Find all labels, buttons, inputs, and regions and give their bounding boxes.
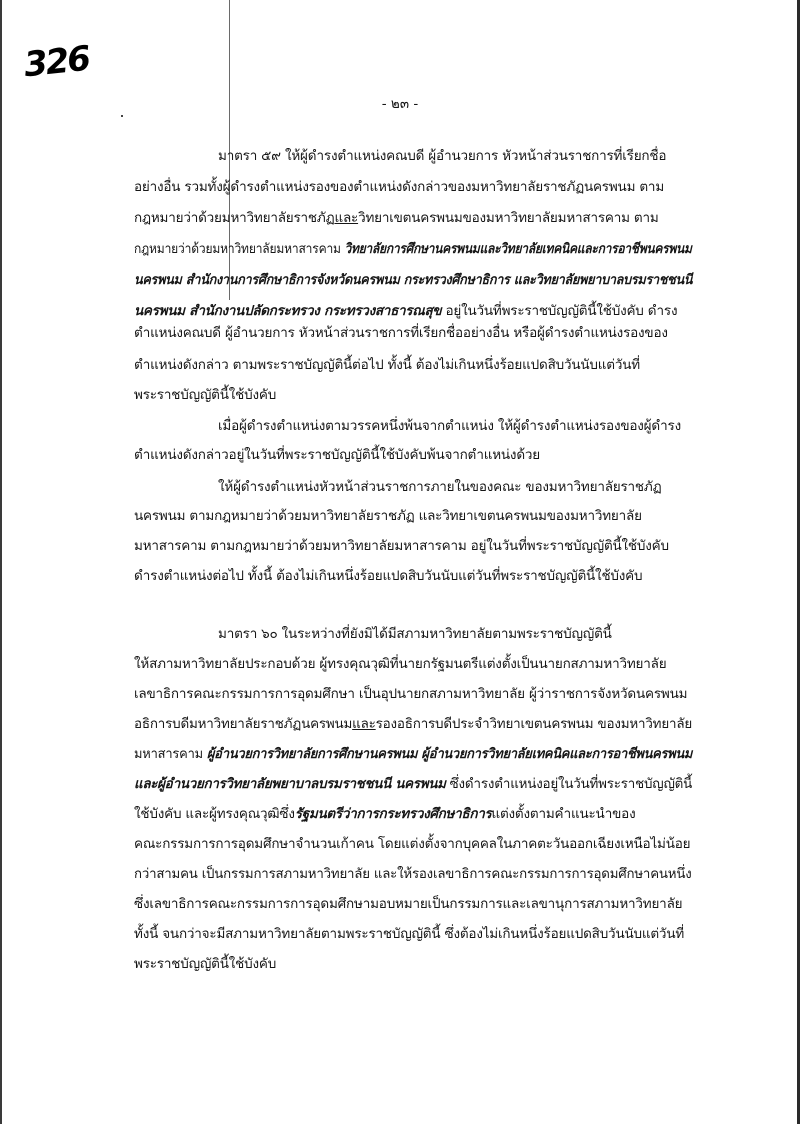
text-line: ทั้งนี้ จนกว่าจะมีสภามหาวิทยาลัยตามพระราชบัญญัตินี้ ซึ่งต้องไม่เกินหนึ่งร้อยแปดสิบวันนับแต่วันที่ [134,926,685,942]
amended-text: วิทยาลัยการศึกษานครพนมและวิทยาลัยเทคนิคและการอาชีพนครพนม [344,241,692,257]
text-line: ใช้บังคับ และผู้ทรงคุณวุฒิซึ่งรัฐมนตรีว่าการกระทรวงศึกษาธิการแต่งตั้งตามคำแนะนำของ [134,806,636,822]
text-line: ดำรงตำแหน่งต่อไป ทั้งนี้ ต้องไม่เกินหนึ่งร้อยแปดสิบวันนับแต่วันที่พระราชบัญญัตินี้ใช้บังคับ [134,568,643,584]
text-line: คณะกรรมการการอุดมศึกษาจำนวนเก้าคน โดยแต่งตั้งจากบุคคลในภาคตะวันออกเฉียงเหนือไม่น้อย [134,836,691,852]
text-line: ตำแหน่งดังกล่าว ตามพระราชบัญญัตินี้ต่อไป ทั้งนี้ ต้องไม่เกินหนึ่งร้อยแปดสิบวันนับแต่วันที่ [134,357,640,373]
amended-text: และผู้อำนวยการวิทยาลัยพยาบาลบรมราชชนนี นครพนม [134,776,446,792]
scan-left-edge [0,0,2,1124]
amended-text: นครพนม สำนักงานปลัดกระทรวง กระทรวงสาธารณสุข [134,303,442,319]
text-line: พระราชบัญญัตินี้ใช้บังคับ [134,956,277,972]
scan-speck [121,115,123,117]
text-line: มหาสารคาม ผู้อำนวยการวิทยาลัยการศึกษานครพนม ผู้อำนวยการวิทยาลัยเทคนิคและการอาชีพนครพนม [134,746,693,762]
amended-text: ผู้อำนวยการวิทยาลัยการศึกษานครพนม ผู้อำนวยการวิทยาลัยเทคนิคและการอาชีพนครพนม [206,746,693,762]
text-line: ให้ผู้ดำรงตำแหน่งหัวหน้าส่วนราชการภายในของคณะ ของมหาวิทยาลัยราชภัฏ [218,479,662,495]
text-line: อย่างอื่น รวมทั้งผู้ดำรงตำแหน่งรองของตำแหน่งดังกล่าวของมหาวิทยาลัยราชภัฏนครพนม ตาม [134,179,665,195]
amended-text-line: นครพนม สำนักงานการศึกษาธิการจังหวัดนครพนม กระทรวงศึกษาธิการ และวิทยาลัยพยาบาลบรมราชชนนี [134,272,693,288]
text-line: เลขาธิการคณะกรรมการการอุดมศึกษา เป็นอุปนายกสภามหาวิทยาลัย ผู้ว่าราชการจังหวัดนครพนม [134,686,688,702]
text-line: กฎหมายว่าด้วยมหาวิทยาลัยมหาสารคาม วิทยาลัยการศึกษานครพนมและวิทยาลัยเทคนิคและการอาชีพนครพนม [134,241,692,257]
text-line: พระราชบัญญัตินี้ใช้บังคับ [134,387,277,403]
handwritten-page-number: 326 [22,38,91,86]
text-line: ให้สภามหาวิทยาลัยประกอบด้วย ผู้ทรงคุณวุฒิที่นายกรัฐมนตรีแต่งตั้งเป็นนายกสภามหาวิทยาลัย [134,656,667,672]
text-line: มาตรา ๕๙ ให้ผู้ดำรงตำแหน่งคณบดี ผู้อำนวยการ หัวหน้าส่วนราชการที่เรียกชื่อ [218,148,667,164]
text-line: กฎหมายว่าด้วยมหาวิทยาลัยราชภัฏและวิทยาเขตนครพนมของมหาวิทยาลัยมหาสารคาม ตาม [134,210,659,226]
text-line: ซึ่งเลขาธิการคณะกรรมการการอุดมศึกษามอบหมายเป็นกรรมการและเลขานุการสภามหาวิทยาลัย [134,896,683,912]
text-line: มาตรา ๖๐ ในระหว่างที่ยังมิได้มีสภามหาวิทยาลัยตามพระราชบัญญัตินี้ [218,626,612,642]
amended-text: รัฐมนตรีว่าการกระทรวงศึกษาธิการ [294,806,492,822]
text-line: กว่าสามคน เป็นกรรมการสภามหาวิทยาลัย และให้รองเลขาธิการคณะกรรมการการอุดมศึกษาคนหนึ่ง [134,866,692,882]
amendment-underline: และ [352,716,376,732]
page-number: - ๒๓ - [381,96,419,112]
text-line: ตำแหน่งคณบดี ผู้อำนวยการ หัวหน้าส่วนราชการที่เรียกชื่ออย่างอื่น หรือผู้ดำรงตำแหน่งรองของ [134,325,668,341]
amendment-underline: และ [334,210,359,226]
text-line: เมื่อผู้ดำรงตำแหน่งตามวรรคหนึ่งพ้นจากตำแหน่ง ให้ผู้ดำรงตำแหน่งรองของผู้ดำรง [218,418,681,434]
text-line: มหาสารคาม ตามกฎหมายว่าด้วยมหาวิทยาลัยมหาสารคาม อยู่ในวันที่พระราชบัญญัตินี้ใช้บังคับ [134,538,669,554]
text-line: นครพนม สำนักงานปลัดกระทรวง กระทรวงสาธารณสุข อยู่ในวันที่พระราชบัญญัตินี้ใช้บังคับ ดำรง [134,303,678,319]
text-line: อธิการบดีมหาวิทยาลัยราชภัฏนครพนมและรองอธิการบดีประจำวิทยาเขตนครพนม ของมหาวิทยาลัย [134,716,693,732]
text-line: ตำแหน่งดังกล่าวอยู่ในวันที่พระราชบัญญัตินี้ใช้บังคับพ้นจากตำแหน่งด้วย [134,447,540,463]
text-line: และผู้อำนวยการวิทยาลัยพยาบาลบรมราชชนนี นครพนม ซึ่งดำรงตำแหน่งอยู่ในวันที่พระราชบัญญัตินี้ [134,776,693,792]
text-line: นครพนม ตามกฎหมายว่าด้วยมหาวิทยาลัยราชภัฏ และวิทยาเขตนครพนมของมหาวิทยาลัย [134,508,642,524]
